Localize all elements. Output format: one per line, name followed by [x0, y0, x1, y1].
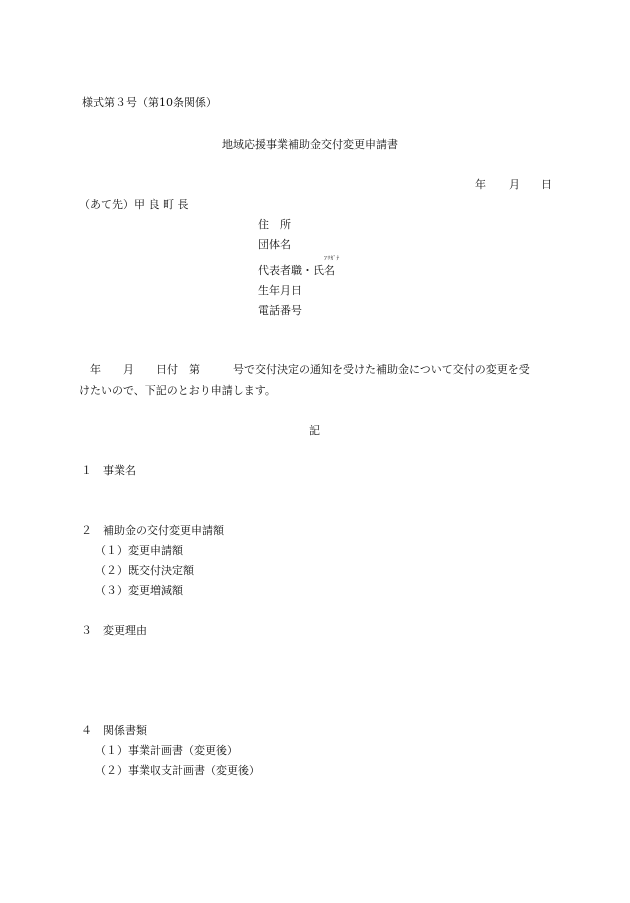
phone-label: 電話番号: [258, 304, 302, 317]
addressee: （あて先）甲 良 町 長: [79, 198, 189, 211]
section-2-item: （１）変更申請額: [95, 544, 183, 557]
section-3-heading: ３ 変更理由: [81, 624, 147, 637]
date-day-label: 日: [541, 178, 552, 191]
group-name-label: 団体名: [258, 238, 291, 251]
section-4-item: （１）事業計画書（変更後）: [95, 744, 238, 757]
body-line-1: 年 月 日付 第 号で交付決定の通知を受けた補助金について交付の変更を受: [79, 363, 530, 376]
section-2-item: （３）変更増減額: [95, 584, 183, 597]
section-4-heading: ４ 関係書類: [81, 724, 147, 737]
body-line-2: けたいので、下記のとおり申請します。: [79, 384, 276, 397]
address-label: 住 所: [258, 218, 291, 231]
ki-heading: 記: [309, 424, 320, 437]
furigana-label: ﾌﾘｶﾞﾅ: [324, 256, 340, 262]
section-2-item: （２）既交付決定額: [95, 564, 194, 577]
document-title: 地域応援事業補助金交付変更申請書: [222, 138, 398, 151]
representative-label: 代表者職・氏名: [258, 264, 335, 277]
section-4-item: （２）事業収支計画書（変更後）: [95, 764, 260, 777]
date-year-label: 年: [475, 178, 486, 191]
date-month-label: 月: [509, 178, 520, 191]
section-1-heading: １ 事業名: [81, 464, 136, 477]
form-number: 様式第３号（第10条関係）: [82, 96, 217, 109]
birthdate-label: 生年月日: [258, 284, 302, 297]
section-2-heading: ２ 補助金の交付変更申請額: [81, 524, 224, 537]
